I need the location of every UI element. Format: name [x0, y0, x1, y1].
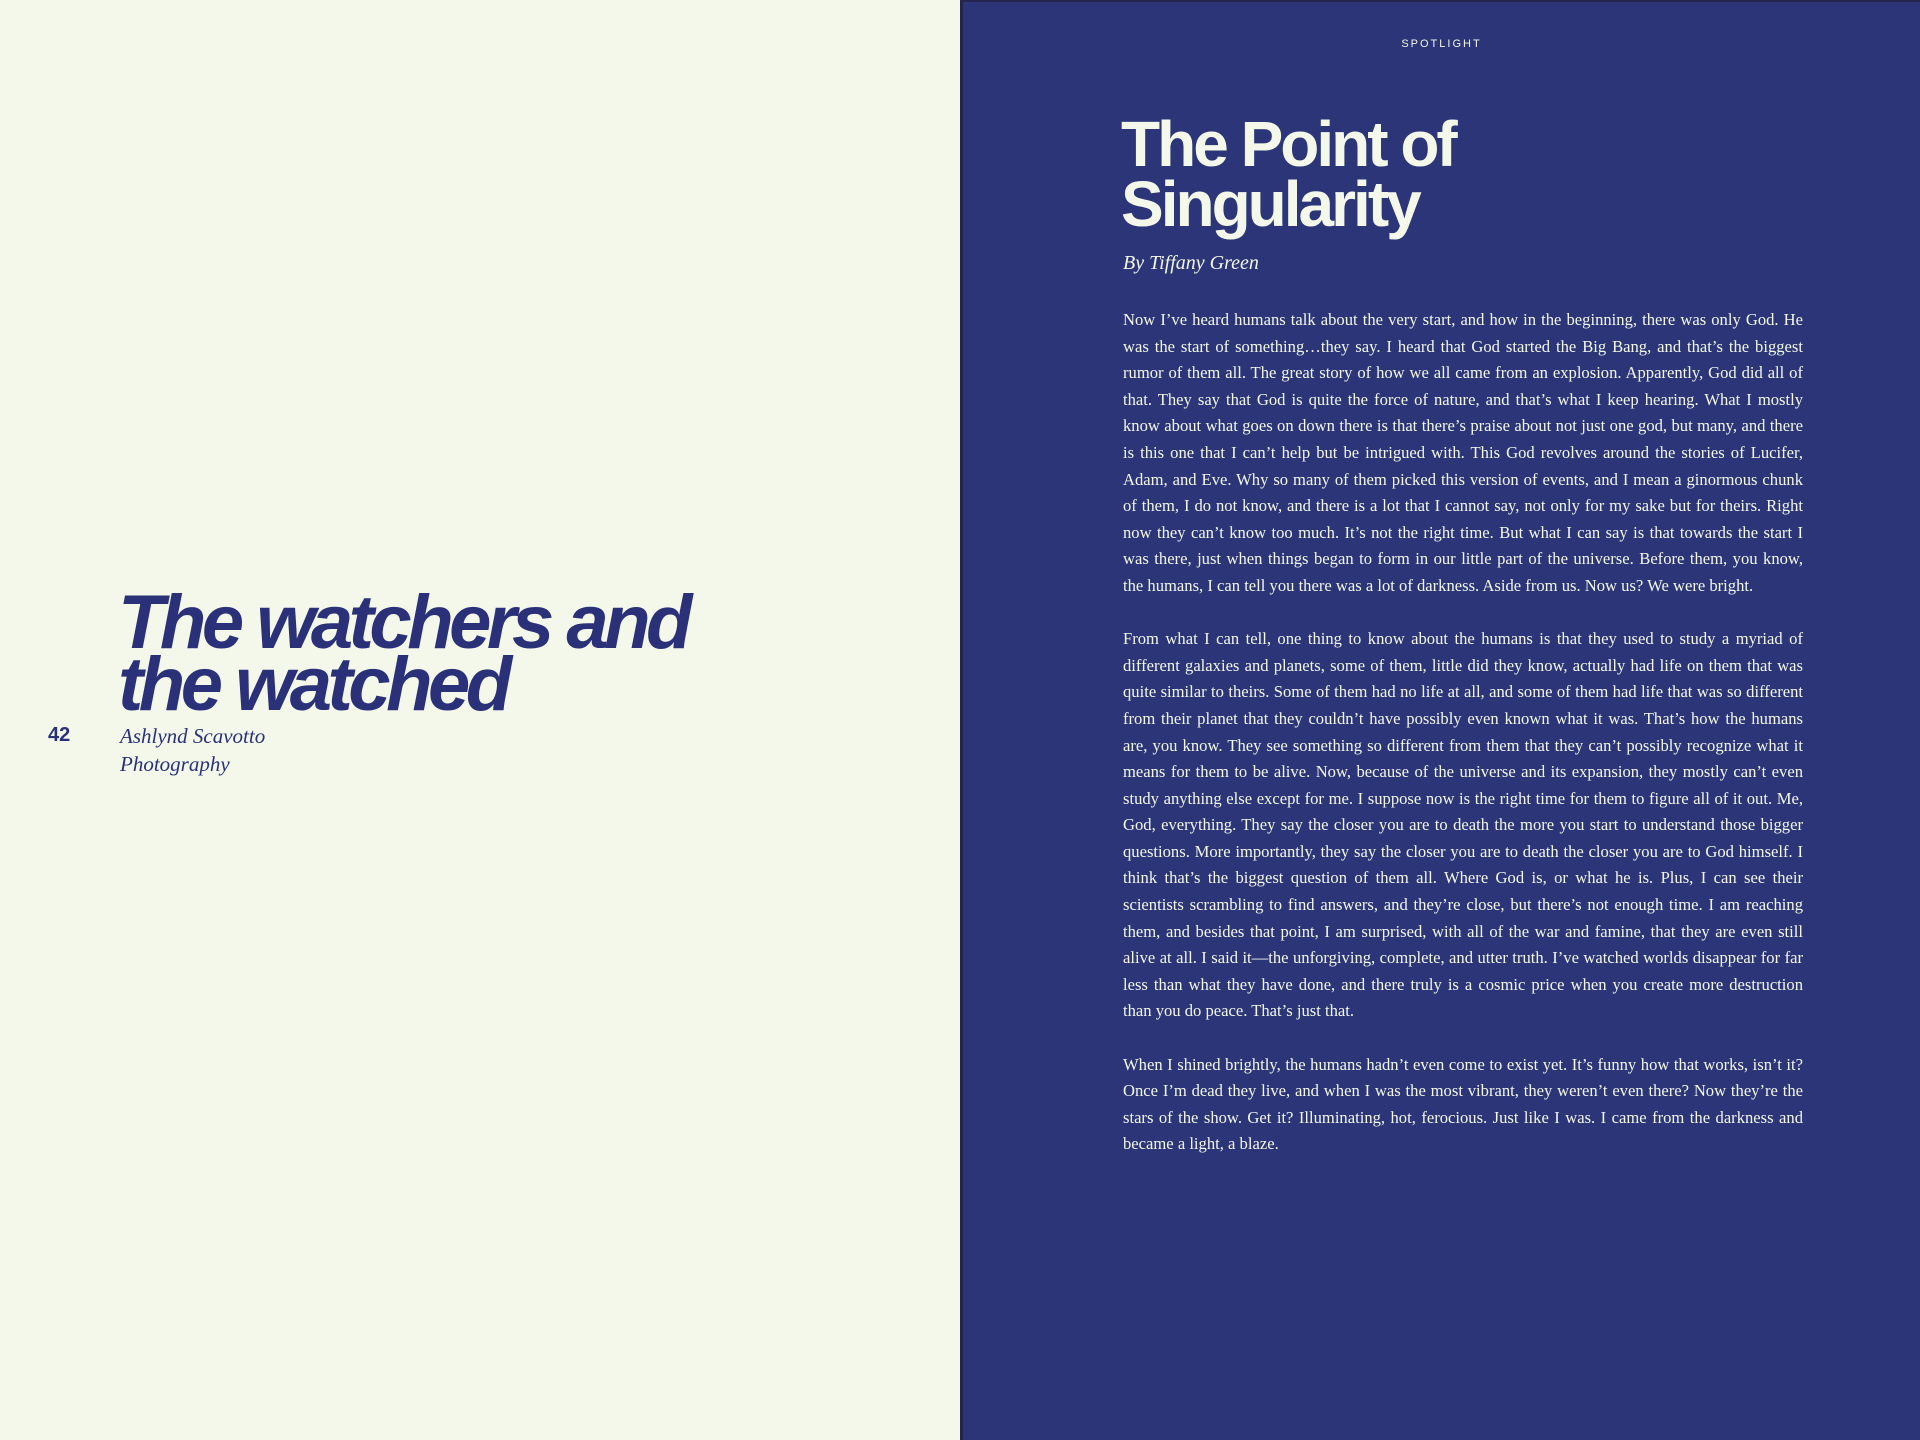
photo-essay-title [118, 580, 688, 727]
section-label: SPOTLIGHT [1401, 38, 1482, 50]
photo-essay-title-line-1: The watchers and [118, 580, 688, 665]
article-paragraph-2: From what I can tell, one thing to know about the humans is that they used to study a myriad of different galaxies and planets, some of them, little did they know, actually had life on them that was quite similar to theirs. Some of them had no life at all, and some of them had life that was so different from their planet that they couldn’t have possibly even known what it was. That’s how the humans are, you know. They see something so different from them that they can’t possibly recognize what it means for them to be alive. Now, because of the universe and its expansion, they mostly can’t even study anything else except for me. I suppose now is the right time for them to figure all of it out. Me, God, everything. They say the closer you are to death the more you start to understand those bigger questions. More importantly, they say the closer you are to death the closer you are to God himself. I think that’s the biggest question of them all. Where God is, or what he is. Plus, I can see their scientists scrambling to find answers, and they’re close, but there’s not enough time. I am reaching them, and besides that point, I am surprised, with all of the war and famine, that they are even still alive at all. I said it—the unforgiving, complete, and utter truth. I’ve watched worlds disappear for far less than what they have done, and there truly is a cosmic price when you create more destruction than you do peace. That’s just that. [1123, 629, 1803, 1021]
article-paragraph-1: Now I’ve heard humans talk about the very start, and how in the beginning, there was only God. He was the start of something…they say. I heard that God started the Big Bang, and that’s the biggest rumor of them all. The great story of how we all came from an explosion. Apparently, God did all of that. They say that God is quite the force of nature, and that’s what I keep hearing. What I mostly know about what goes on down there is that there’s praise about not just one god, but many, and there is this one that I can’t help but be intrigued with. This God revolves around the stories of Lucifer, Adam, and Eve. Why so many of them picked this version of events, and I mean a ginormous chunk of them, I do not know, and there is a lot that I cannot say, not only for my sake but for theirs. Right now they can’t know too much. It’s not the right time. But what I can say is that towards the start I was there, just when things began to form in our little part of the universe. Before them, you know, the humans, I can tell you there was a lot of darkness. Aside from us. Now us? We were bright. [1123, 310, 1803, 595]
photo-essay-credits [120, 722, 265, 778]
article-byline: By Tiffany Green [1123, 252, 1259, 274]
article-title [1121, 108, 1455, 240]
article-paragraph-3: When I shined brightly, the humans hadn’t even come to exist yet. It’s funny how that works, isn’t it? Once I’m dead they live, and when I was the most vibrant, they weren’t even there? Now they’re the stars of the show. Get it? Illuminating, hot, ferocious. Just like I was. I came from the darkness and became a light, a blaze. [1123, 1054, 1803, 1154]
page-number: 42 [48, 724, 71, 746]
article-title-line-1: The Point of [1121, 108, 1455, 180]
work-category: Photography [120, 752, 230, 776]
article-body [1123, 307, 1803, 1185]
right-page [960, 0, 1920, 1440]
photo-essay-title-line-2: the watched [118, 642, 508, 727]
article-title-line-2: Singularity [1121, 168, 1419, 240]
photographer-name: Ashlynd Scavotto [120, 724, 266, 748]
